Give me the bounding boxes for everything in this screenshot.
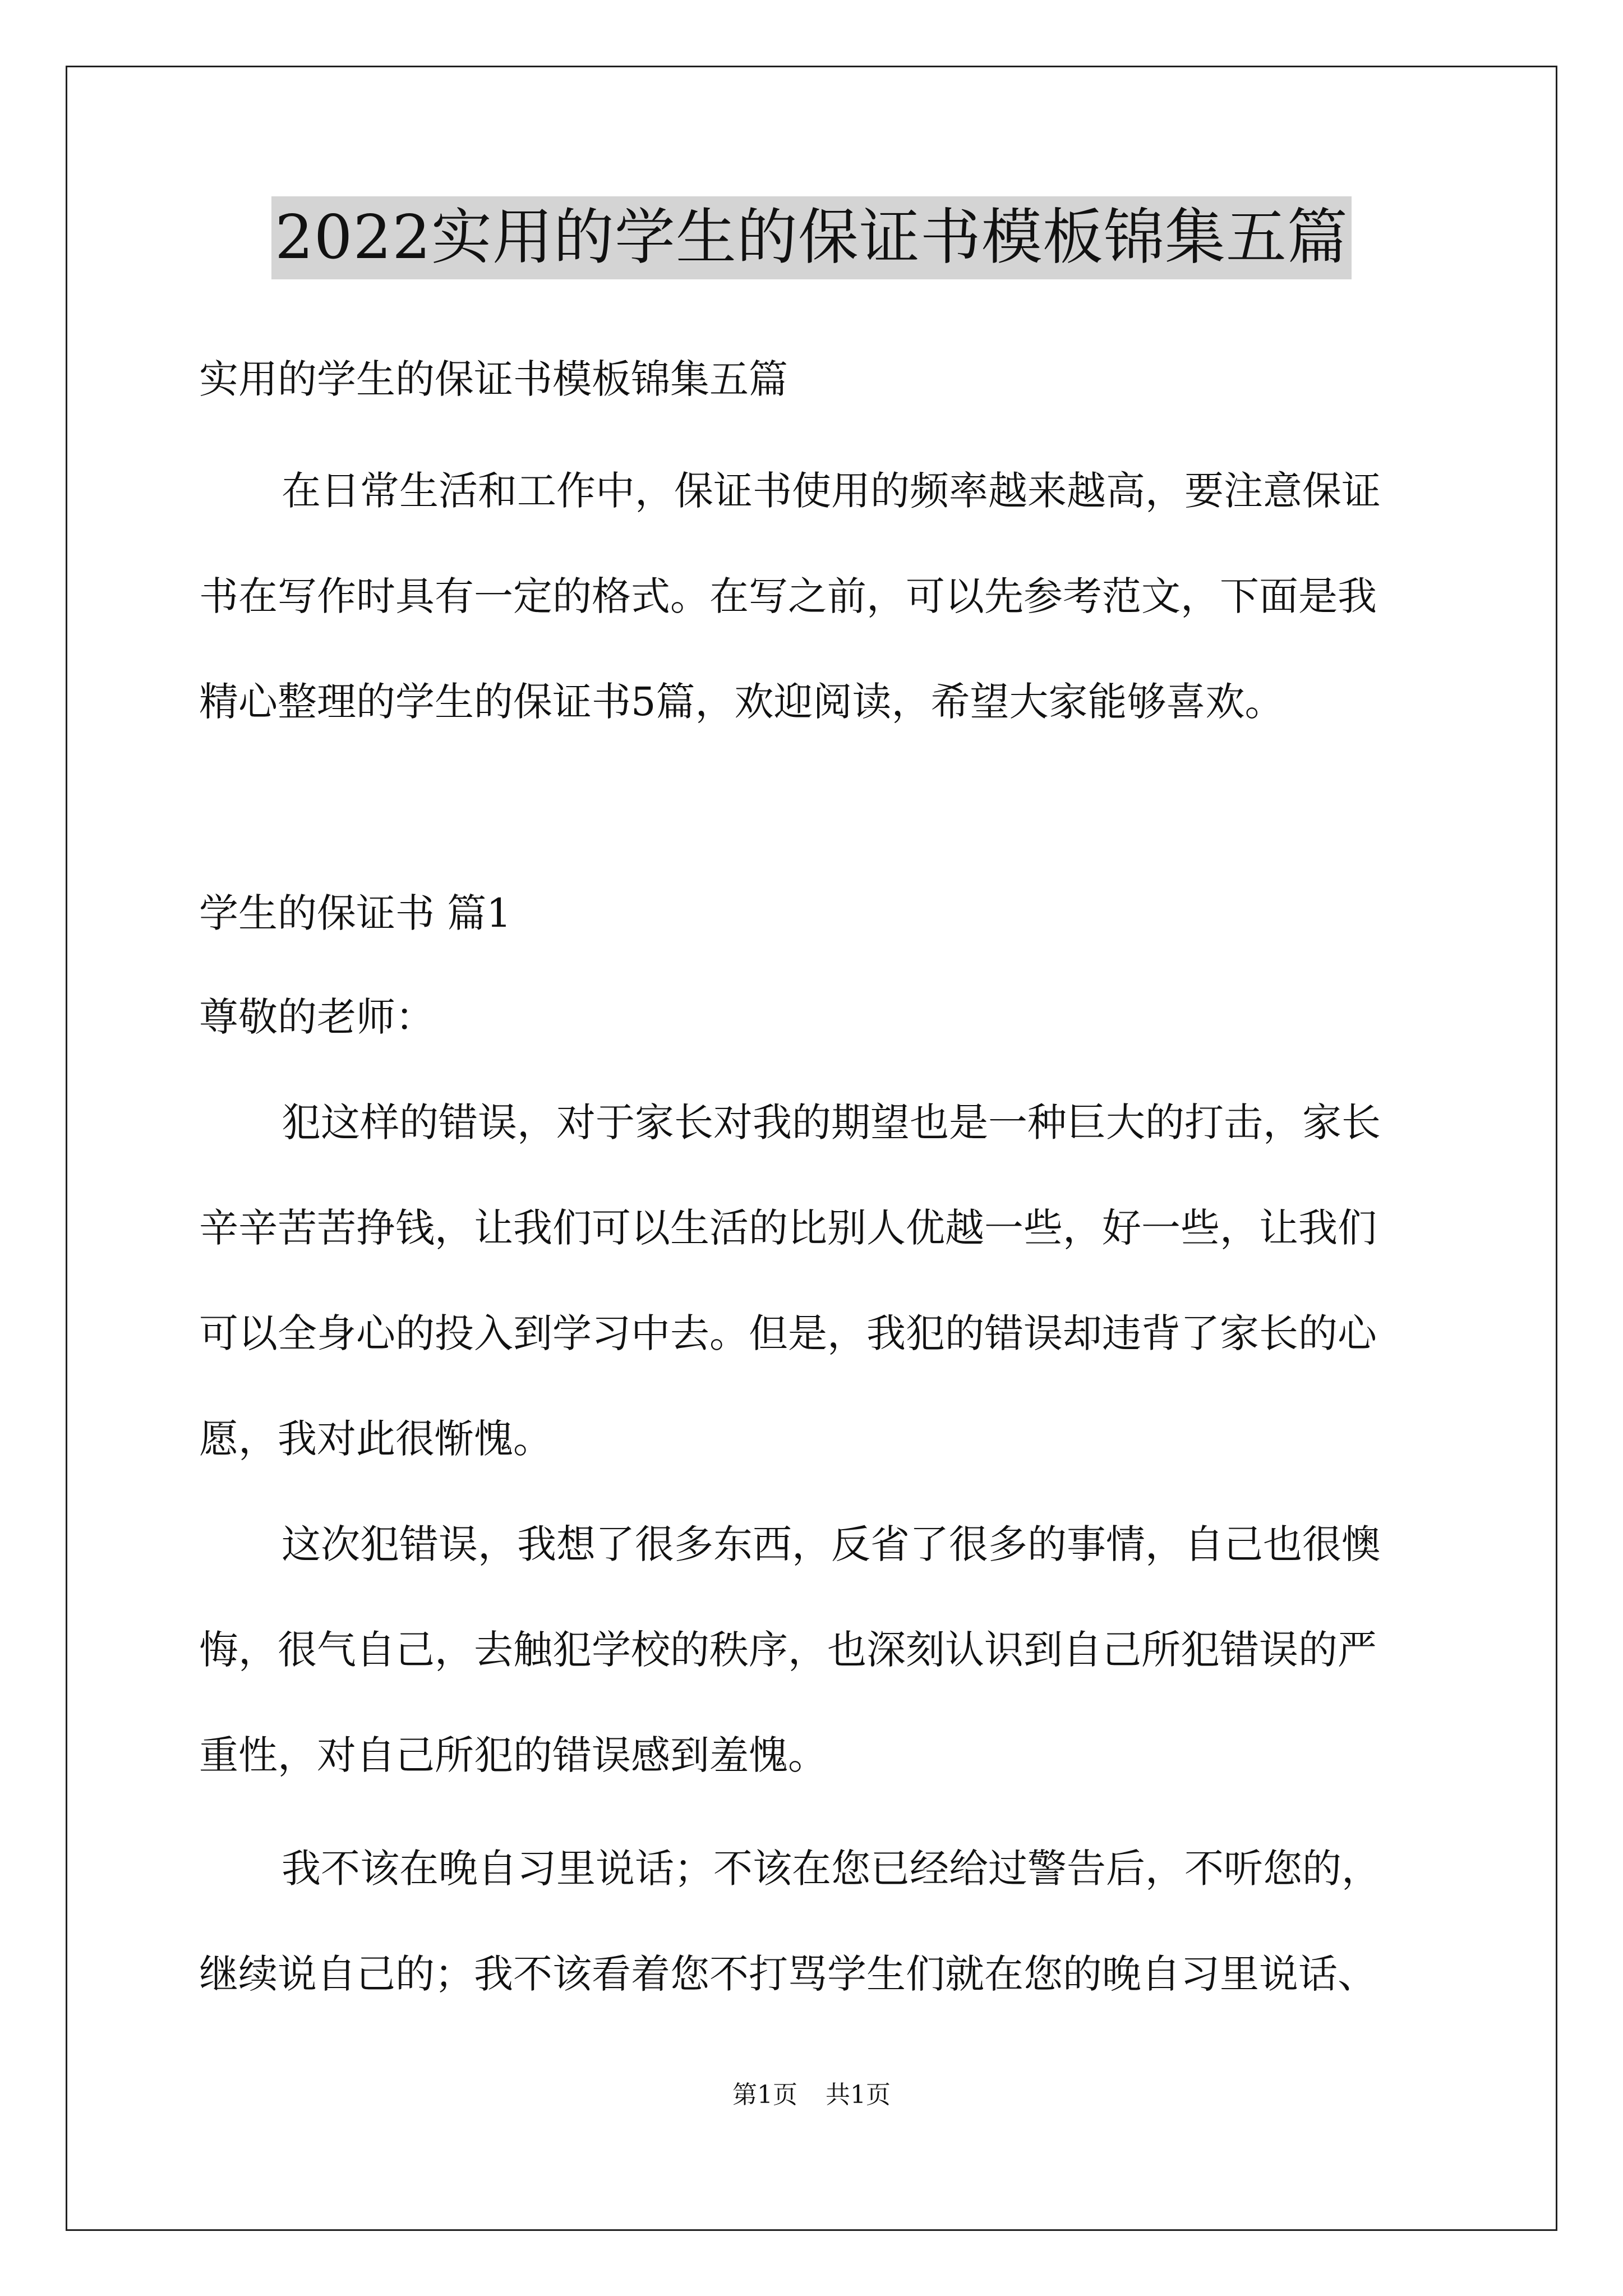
page-number: 第1页 bbox=[732, 2081, 797, 2109]
paragraph-2-line-2: 悔，很气自己，去触犯学校的秩序，也深刻认识到自己所犯错误的严 bbox=[199, 1627, 1377, 1673]
paragraph-1-line-3: 可以全身心的投入到学习中去。但是，我犯的错误却违背了家长的心 bbox=[199, 1310, 1377, 1356]
paragraph-3-line-1: 我不该在晚自习里说话；不该在您已经给过警告后，不听您的， bbox=[282, 1846, 1381, 1892]
title-container bbox=[0, 196, 1623, 279]
paragraph-2-line-3: 重性，对自己所犯的错误感到羞愧。 bbox=[199, 1732, 827, 1778]
paragraph-1-line-1: 犯这样的错误，对于家长对我的期望也是一种巨大的打击，家长 bbox=[282, 1099, 1381, 1145]
intro-line-1: 在日常生活和工作中，保证书使用的频率越来越高，要注意保证 bbox=[282, 468, 1381, 514]
paragraph-2-line-1: 这次犯错误，我想了很多东西，反省了很多的事情，自己也很懊 bbox=[282, 1521, 1381, 1567]
paragraph-1-line-4: 愿，我对此很惭愧。 bbox=[199, 1416, 552, 1462]
paragraph-3-line-2: 继续说自己的；我不该看着您不打骂学生们就在您的晚自习里说话、 bbox=[199, 1951, 1377, 1997]
salutation: 尊敬的老师： bbox=[199, 994, 435, 1040]
intro-line-2: 书在写作时具有一定的格式。在写之前，可以先参考范文，下面是我 bbox=[199, 573, 1377, 619]
page-total: 共1页 bbox=[826, 2081, 891, 2109]
paragraph-1-line-2: 辛辛苦苦挣钱，让我们可以生活的比别人优越一些，好一些，让我们 bbox=[199, 1205, 1377, 1251]
page-footer bbox=[0, 2078, 1623, 2112]
intro-line-3: 精心整理的学生的保证书5篇，欢迎阅读，希望大家能够喜欢。 bbox=[199, 679, 1284, 725]
section-heading: 学生的保证书 篇1 bbox=[199, 890, 511, 936]
document-subtitle: 实用的学生的保证书模板锦集五篇 bbox=[199, 356, 788, 402]
document-title: 2022实用的学生的保证书模板锦集五篇 bbox=[271, 196, 1352, 279]
